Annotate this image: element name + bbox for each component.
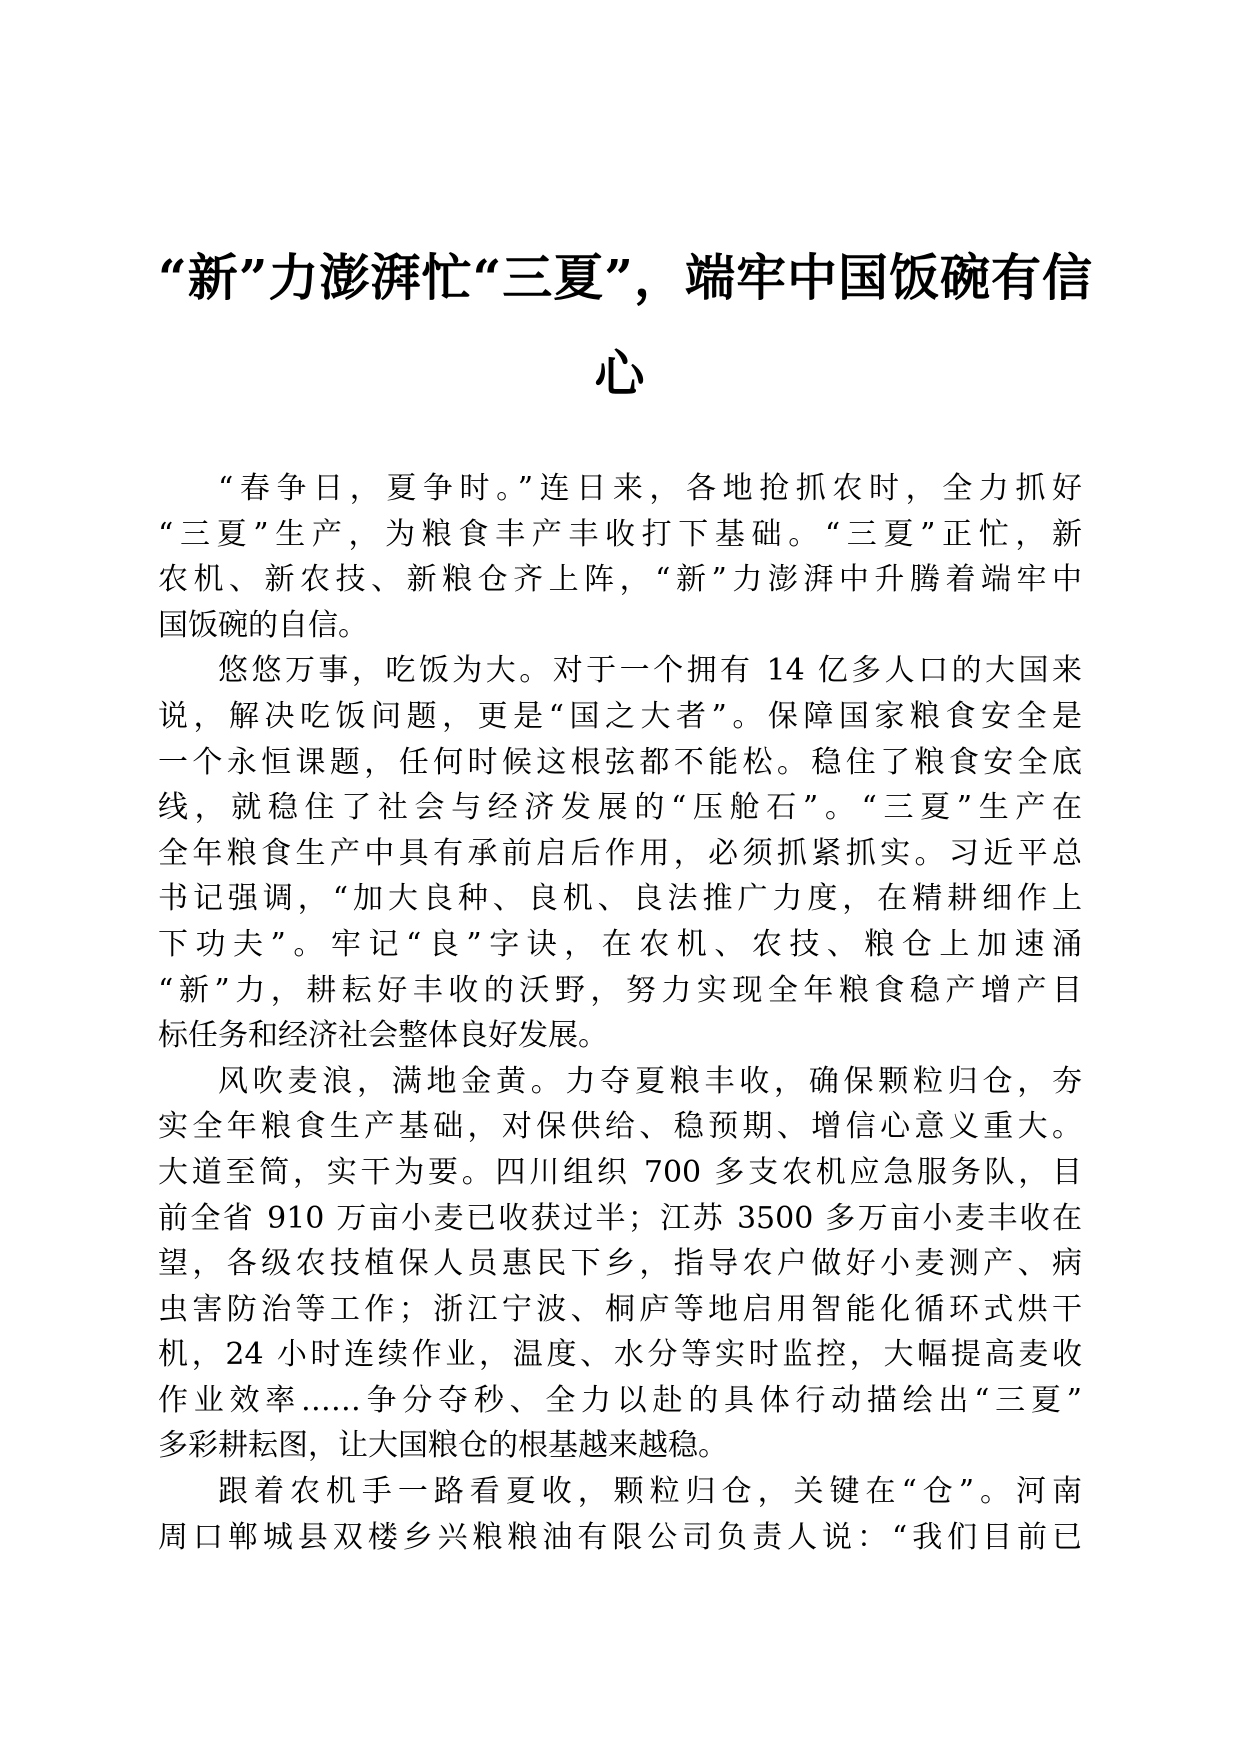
body-line: 实全年粮食生产基础，对保供给、稳预期、增信心意义重大。 xyxy=(158,1109,1082,1145)
body-line: “新”力，耕耘好丰收的沃野，努力实现全年粮食稳产增产目 xyxy=(158,972,1082,1008)
body-line: “春争日，夏争时。”连日来，各地抢抓农时，全力抓好 xyxy=(218,471,1082,506)
body-line: 跟着农机手一路看夏收，颗粒归仓，关键在“仓”。河南 xyxy=(218,1474,1082,1510)
title-line-2: 心 xyxy=(594,344,646,403)
body-line: 前全省 910 万亩小麦已收获过半；江苏 3500 多万亩小麦丰收在 xyxy=(158,1200,1082,1236)
body-line: 多彩耕耘图，让大国粮仓的根基越来越稳。 xyxy=(158,1428,728,1464)
body-line: 标任务和经济社会整体良好发展。 xyxy=(158,1018,608,1054)
body-line: 书记强调，“加大良种、良机、良法推广力度，在精耕细作上 xyxy=(158,881,1082,917)
article-title xyxy=(158,230,1094,422)
body-line: 周口郸城县双楼乡兴粮粮油有限公司负责人说：“我们目前已 xyxy=(158,1519,1082,1555)
body-line: 虫害防治等工作；浙江宁波、桐庐等地启用智能化循环式烘干 xyxy=(158,1291,1082,1327)
body-line: 说，解决吃饭问题，更是“国之大者”。保障国家粮食安全是 xyxy=(158,698,1082,734)
body-line: 农机、新农技、新粮仓齐上阵，“新”力澎湃中升腾着端牢中 xyxy=(158,562,1082,598)
body-line: 一个永恒课题，任何时候这根弦都不能松。稳住了粮食安全底 xyxy=(158,744,1082,780)
body-line: 下功夫”。牢记“良”字诀，在农机、农技、粮仓上加速涌 xyxy=(158,926,1082,962)
body-line: 线，就稳住了社会与经济发展的“压舱石”。“三夏”生产在 xyxy=(158,790,1082,826)
title-line-1: “新”力澎湃忙“三夏”，端牢中国饭碗有信 xyxy=(158,248,1094,307)
body-line: 悠悠万事，吃饭为大。对于一个拥有 14 亿多人口的大国来 xyxy=(218,653,1082,689)
body-line: 望，各级农技植保人员惠民下乡，指导农户做好小麦测产、病 xyxy=(158,1246,1082,1282)
body-line: 作业效率……争分夺秒、全力以赴的具体行动描绘出“三夏” xyxy=(158,1382,1082,1418)
article-body xyxy=(158,466,1082,1560)
body-line: 国饭碗的自信。 xyxy=(158,607,368,643)
body-line: 大道至简，实干为要。四川组织 700 多支农机应急服务队，目 xyxy=(158,1154,1082,1190)
body-line: 全年粮食生产中具有承前启后作用，必须抓紧抓实。习近平总 xyxy=(158,835,1082,871)
body-line: 机，24 小时连续作业，温度、水分等实时监控，大幅提高麦收 xyxy=(158,1337,1082,1373)
body-line: “三夏”生产，为粮食丰产丰收打下基础。“三夏”正忙，新 xyxy=(158,516,1082,552)
body-line: 风吹麦浪，满地金黄。力夺夏粮丰收，确保颗粒归仓，夯 xyxy=(218,1063,1082,1099)
